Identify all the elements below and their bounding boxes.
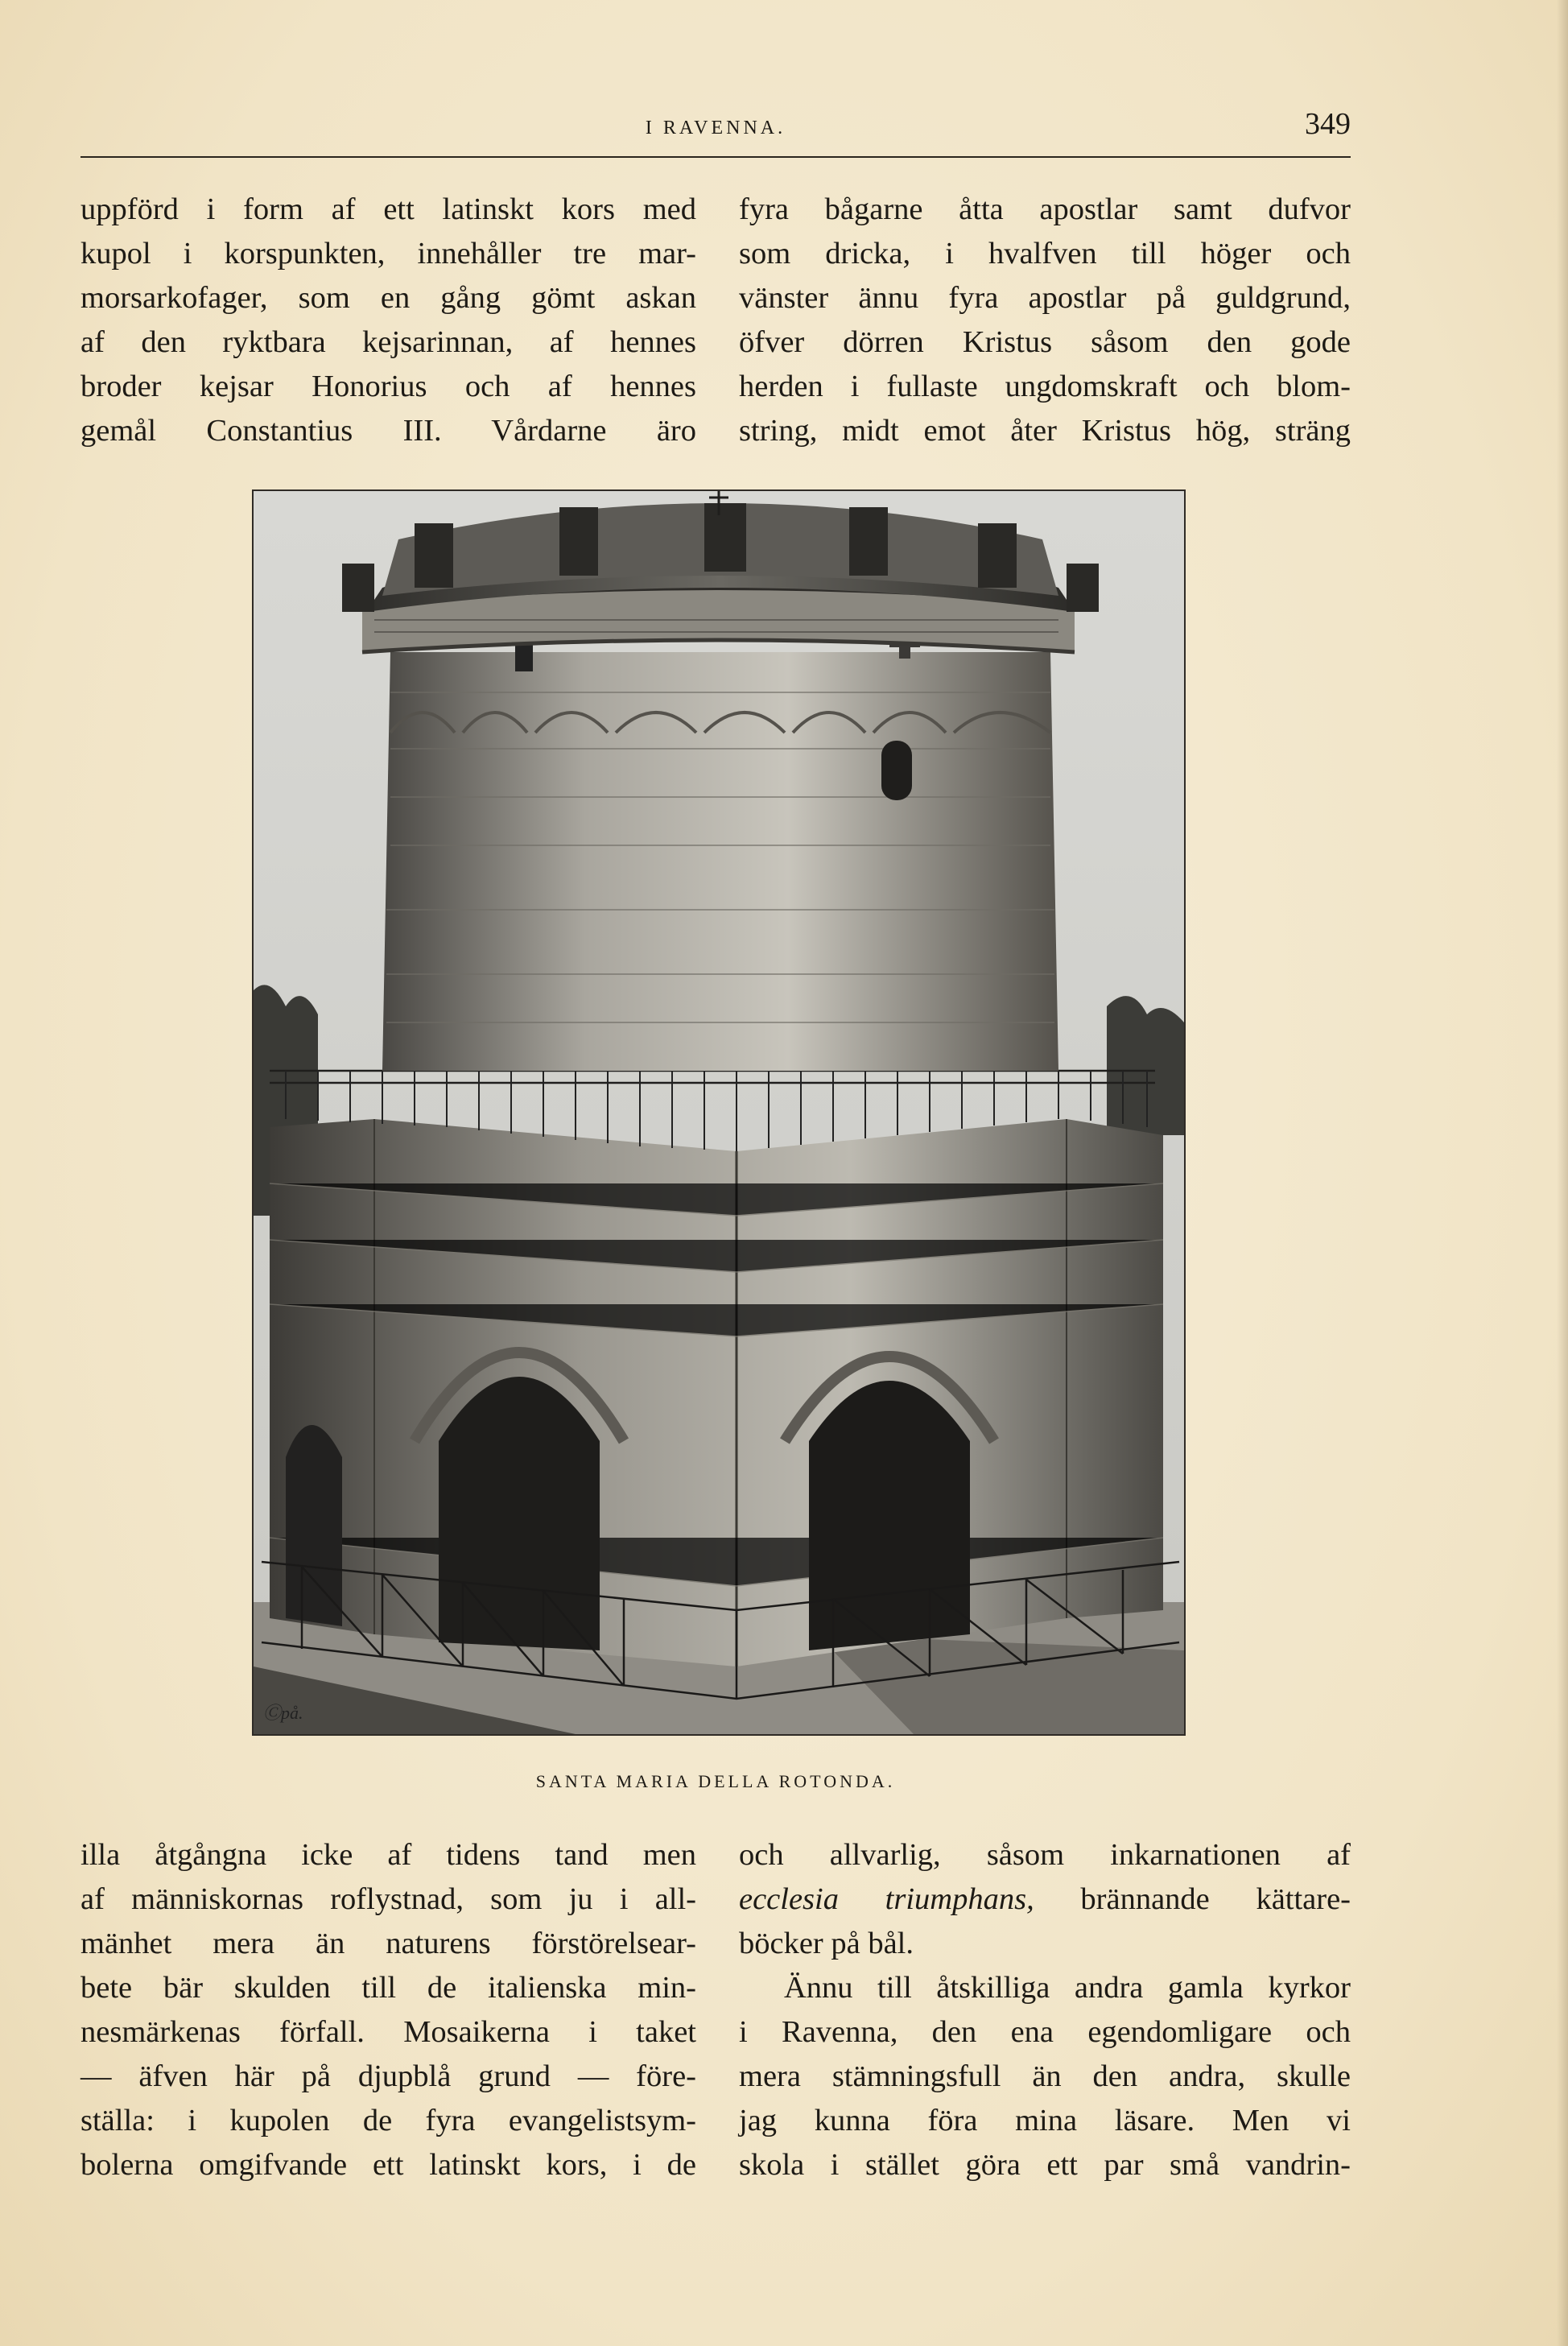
text-line: vänster ännu fyra apostlar på guldgrund, (739, 281, 1351, 315)
text-line: fyra bågarne åtta apostlar samt dufvor (739, 192, 1351, 226)
text-line: af människornas roflystnad, som ju i all- (80, 1882, 696, 1916)
text-line: och allvarlig, såsom inkarnationen af (739, 1838, 1351, 1872)
text-line: gemål Constantius III. Vårdarne äro (80, 414, 696, 448)
figure-caption: SANTA MARIA DELLA ROTONDA. (535, 1771, 896, 1791)
text-line: mera stämningsfull än den andra, skulle (739, 2059, 1351, 2093)
text-line: string, midt emot åter Kristus hög, sträng (739, 414, 1351, 448)
running-head (80, 107, 1351, 159)
text-line: illa åtgångna icke af tidens tand men (80, 1838, 696, 1872)
page-number: 349 (1305, 107, 1351, 141)
text-line: som dricka, i hvalfven till höger och (739, 237, 1351, 271)
text-line: öfver dörren Kristus såsom den gode (739, 325, 1351, 359)
text-line: skola i stället göra ett par små vandrin- (739, 2148, 1351, 2182)
text-line: herden i fullaste ungdomskraft och blom- (739, 370, 1351, 403)
text-line: bete bär skulden till de italienska min- (80, 1971, 696, 2005)
text-line: Ännu till åtskilliga andra gamla kyrkor (784, 1971, 1351, 2005)
text-line: ställa: i kupolen de fyra evangelistsym- (80, 2104, 696, 2137)
page-edge-shadow (1557, 0, 1568, 2346)
column-left-bottom (80, 1833, 696, 2187)
text-line: af den ryktbara kejsarinnan, af hennes (80, 325, 696, 359)
running-title: I RAVENNA. (645, 118, 786, 138)
text-line: bolerna omgifvande ett latinskt kors, i de (80, 2148, 696, 2182)
text-line: kupol i korspunkten, innehåller tre mar- (80, 237, 696, 271)
rotonda-photograph (252, 489, 1186, 1736)
text-line: nesmärkenas förfall. Mosaikerna i taket (80, 2015, 696, 2049)
text-line-italic-phrase (739, 1877, 1351, 1922)
text-line: uppförd i form af ett latinskt kors med (80, 192, 696, 226)
text-line: broder kejsar Honorius och af hennes (80, 370, 696, 403)
column-left-top (80, 188, 696, 453)
text-line: — äfven här på djupblå grund — före- (80, 2059, 696, 2093)
text-line: i Ravenna, den ena egendomligare och (739, 2015, 1351, 2049)
column-right-top (739, 188, 1351, 453)
text-line: böcker på bål. (739, 1927, 914, 1960)
latin-phrase: ecclesia triumphans, (739, 1882, 1034, 1916)
column-right-bottom (739, 1833, 1351, 2187)
photo-signature: Ⓒpå. (263, 1703, 303, 1723)
rotonda-illustration (254, 491, 1184, 1734)
text-line: morsarkofager, som en gång gömt askan (80, 281, 696, 315)
text-line: mänhet mera än naturens förstörelsear- (80, 1927, 696, 1960)
text-line: jag kunna föra mina läsare. Men vi (739, 2104, 1351, 2137)
text-fragment: brännande kättare- (1034, 1882, 1351, 1916)
header-rule (80, 156, 1351, 158)
